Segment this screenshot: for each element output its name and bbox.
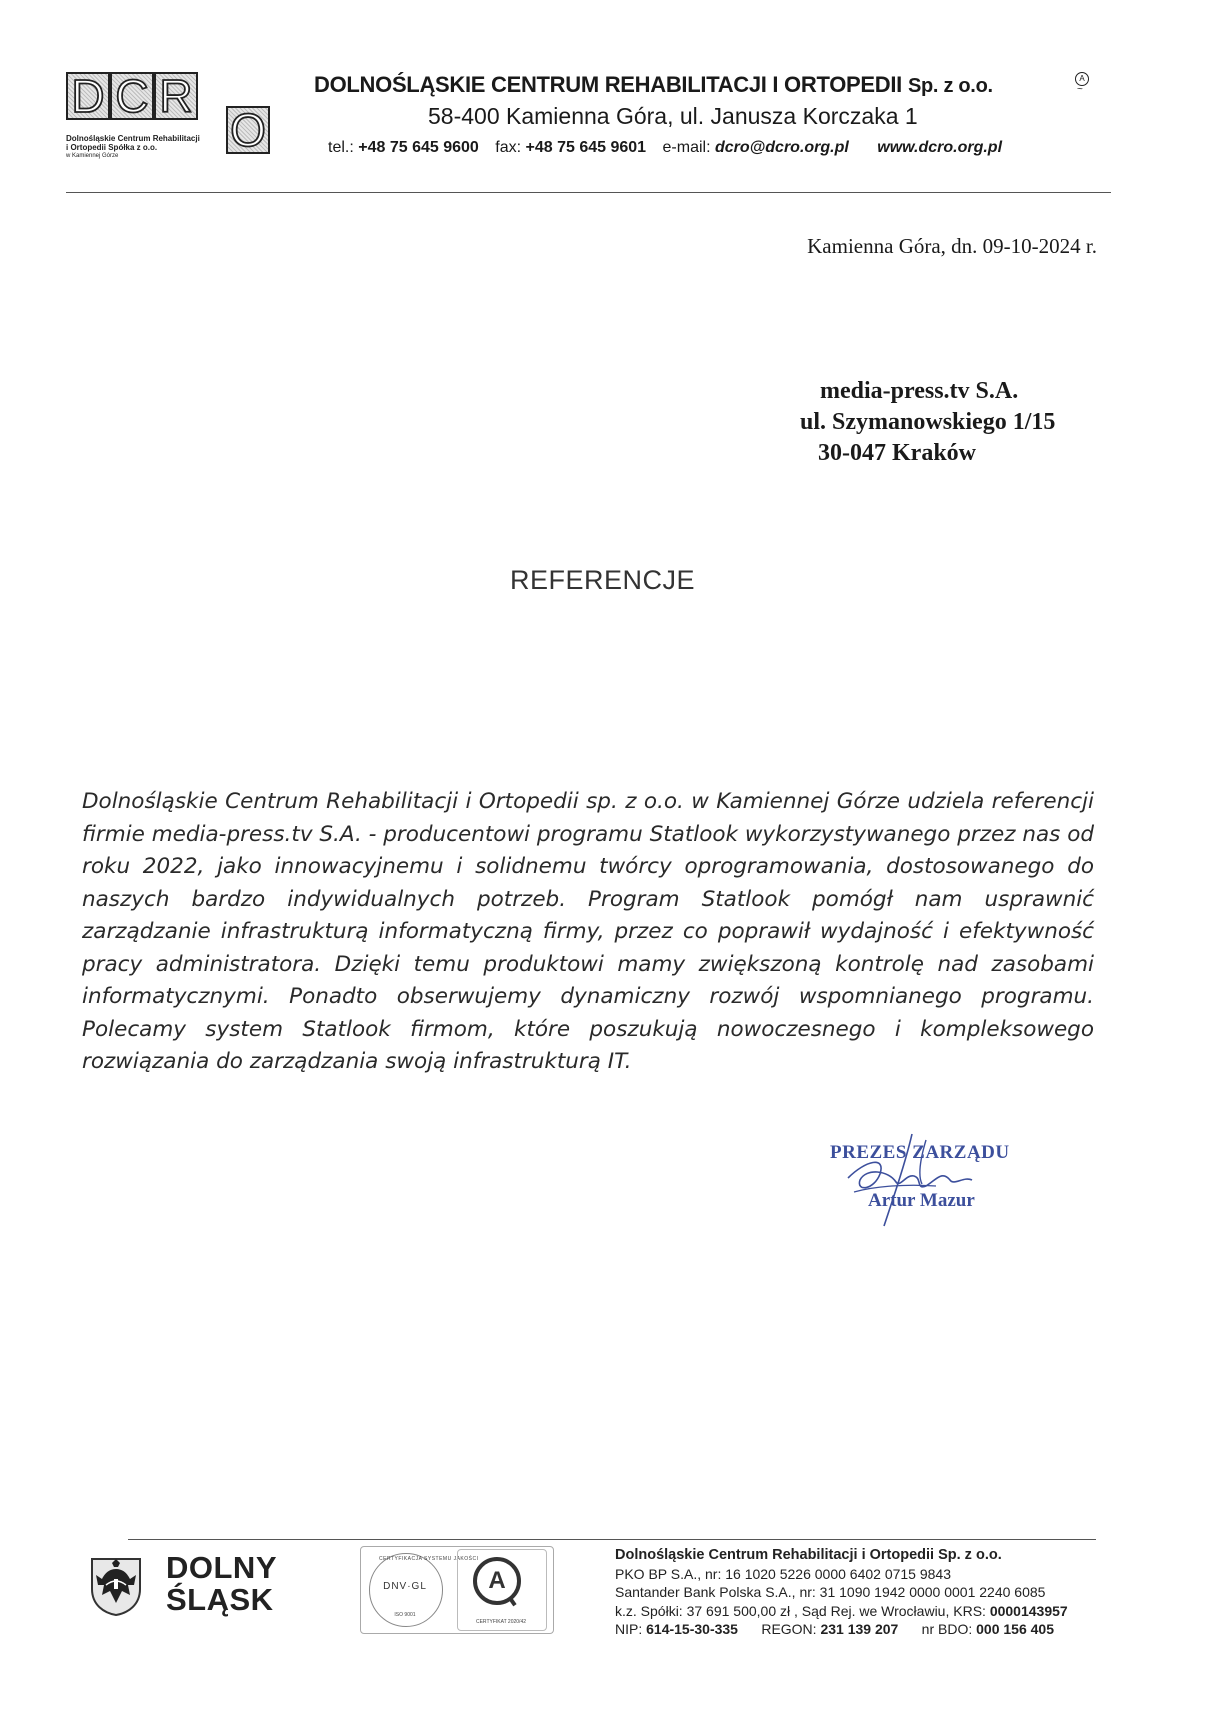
recipient-street: ul. Szymanowskiego 1/15 [800,409,1056,435]
fax-number: +48 75 645 9601 [525,139,647,156]
dnv-label: DNV·GL [383,1581,427,1592]
dolny-slask-line: ŚLĄSK [166,1582,274,1617]
logo-caption-line: i Ortopedii Spółka z o.o. [66,143,158,152]
quality-q-icon: A [473,1557,521,1605]
footer-capital: k.z. Spółki: 37 691 500,00 zł , Sąd Rej. we Wrocławiu, KRS: [615,1602,986,1619]
company-suffix: Sp. z o.o. [907,75,993,97]
fax-label: fax: [495,139,522,156]
footer-company-info [615,1546,1068,1639]
footer-bdo-label: nr BDO: [921,1621,973,1637]
tel-number: +48 75 645 9600 [358,139,479,156]
footer-company-name: Dolnośląskie Centrum Rehabilitacji i Ortopedii Sp. z o.o. [615,1547,1002,1563]
recipient-company: media-press.tv S.A. [820,378,1019,404]
stamp-name: Artur Mazur [868,1190,975,1211]
tel-label: tel.: [328,139,354,156]
logo-caption-line: Dolnośląskie Centrum Rehabilitacji [66,134,200,143]
dolny-slask-logo [166,1552,277,1616]
logo-caption [66,134,226,161]
recipient-city: 30-047 Kraków [818,440,976,466]
logo-caption-line: w Kamiennej Górze [66,153,119,159]
dnv-arc-text: CERTYFIKACJA SYSTEMU JAKOŚCI [379,1556,479,1562]
quality-cert-label: CERTYFIKAT 2020/42 [475,1619,527,1625]
footer-regon: 231 139 207 [820,1621,899,1637]
footer-nip-label: NIP: [615,1621,643,1637]
dnv-iso-label: ISO 9001 [394,1612,416,1618]
certification-badges [360,1546,554,1634]
logo-letter: D [71,70,105,122]
handwritten-signature [826,1130,996,1230]
company-name-text: DOLNOŚLĄSKIE CENTRUM REHABILITACJI I ORTOPEDII [314,72,902,97]
footer-regon-label: REGON: [761,1621,817,1637]
logo-letter: C [115,70,149,122]
stamp-title: PREZES ZARZĄDU [830,1142,1010,1163]
contact-line [328,139,1002,157]
registered-mark-icon: A [1075,72,1089,86]
logo-letter-box [110,72,154,120]
dcro-logo [66,72,282,164]
dolny-slask-line: DOLNY [166,1550,277,1585]
footer-ids-line [615,1620,1068,1639]
footer-bank-account: PKO BP S.A., nr: 16 1020 5226 0000 6402 0715 9843 [615,1565,952,1582]
letter-title: REFERENCJE [509,565,696,595]
logo-letter-box [226,106,270,154]
registered-mark-tilde-icon: ~ [1077,84,1083,95]
logo-letter: R [159,70,193,122]
footer-divider [128,1539,1096,1540]
footer-capital-line [615,1602,1068,1621]
website-link[interactable]: www.dcro.org.pl [877,139,1003,156]
email-link[interactable]: dcro@dcro.org.pl [715,139,849,156]
logo-letter: O [230,104,266,156]
footer-bdo: 000 156 405 [976,1621,1054,1637]
company-address: 58-400 Kamienna Góra, ul. Janusza Korczaka 1 [428,103,918,129]
coat-of-arms-icon [88,1555,144,1617]
footer-nip: 614-15-30-335 [646,1621,738,1637]
email-label: e-mail: [662,139,711,156]
date-line: Kamienna Góra, dn. 09-10-2024 r. [807,234,1097,258]
recipient-address [800,376,1055,469]
logo-letter-box [154,72,198,120]
footer-krs: 0000143957 [989,1602,1068,1619]
letter-body: Dolnośląskie Centrum Rehabilitacji i Ortopedii sp. z o.o. w Kamiennej Górze udziela referencji firmie media-press.tv S.A. - producentowi programu Statlook wykorzystywanego przez nas od roku 2022, jako innowacyjnemu i solidnemu twórcy oprogramowania, dostosowanego do naszych bardzo indywidualnych potrzeb. Program Statlook pomógł nam usprawnić zarządzanie infrastrukturą informatyczną firmy, przez co poprawił wydajność i efektywność pracy administratora. Dzięki temu produktowi mamy zwiększoną kontrolę nad zasobami informatycznymi. Ponadto obserwujemy dynamiczny rozwój wspomnianego programu. Polecamy system Statlook firmom, które poszukują nowoczesnego i kompleksowego rozwiązania do zarządzania swoją infrastrukturą IT. [82,789,1094,1074]
header-divider [66,192,1111,193]
footer-bank-account: Santander Bank Polska S.A., nr: 31 1090 1942 0000 0001 2240 6085 [615,1584,1046,1600]
logo-letter-box [66,72,110,120]
company-name [314,72,993,98]
